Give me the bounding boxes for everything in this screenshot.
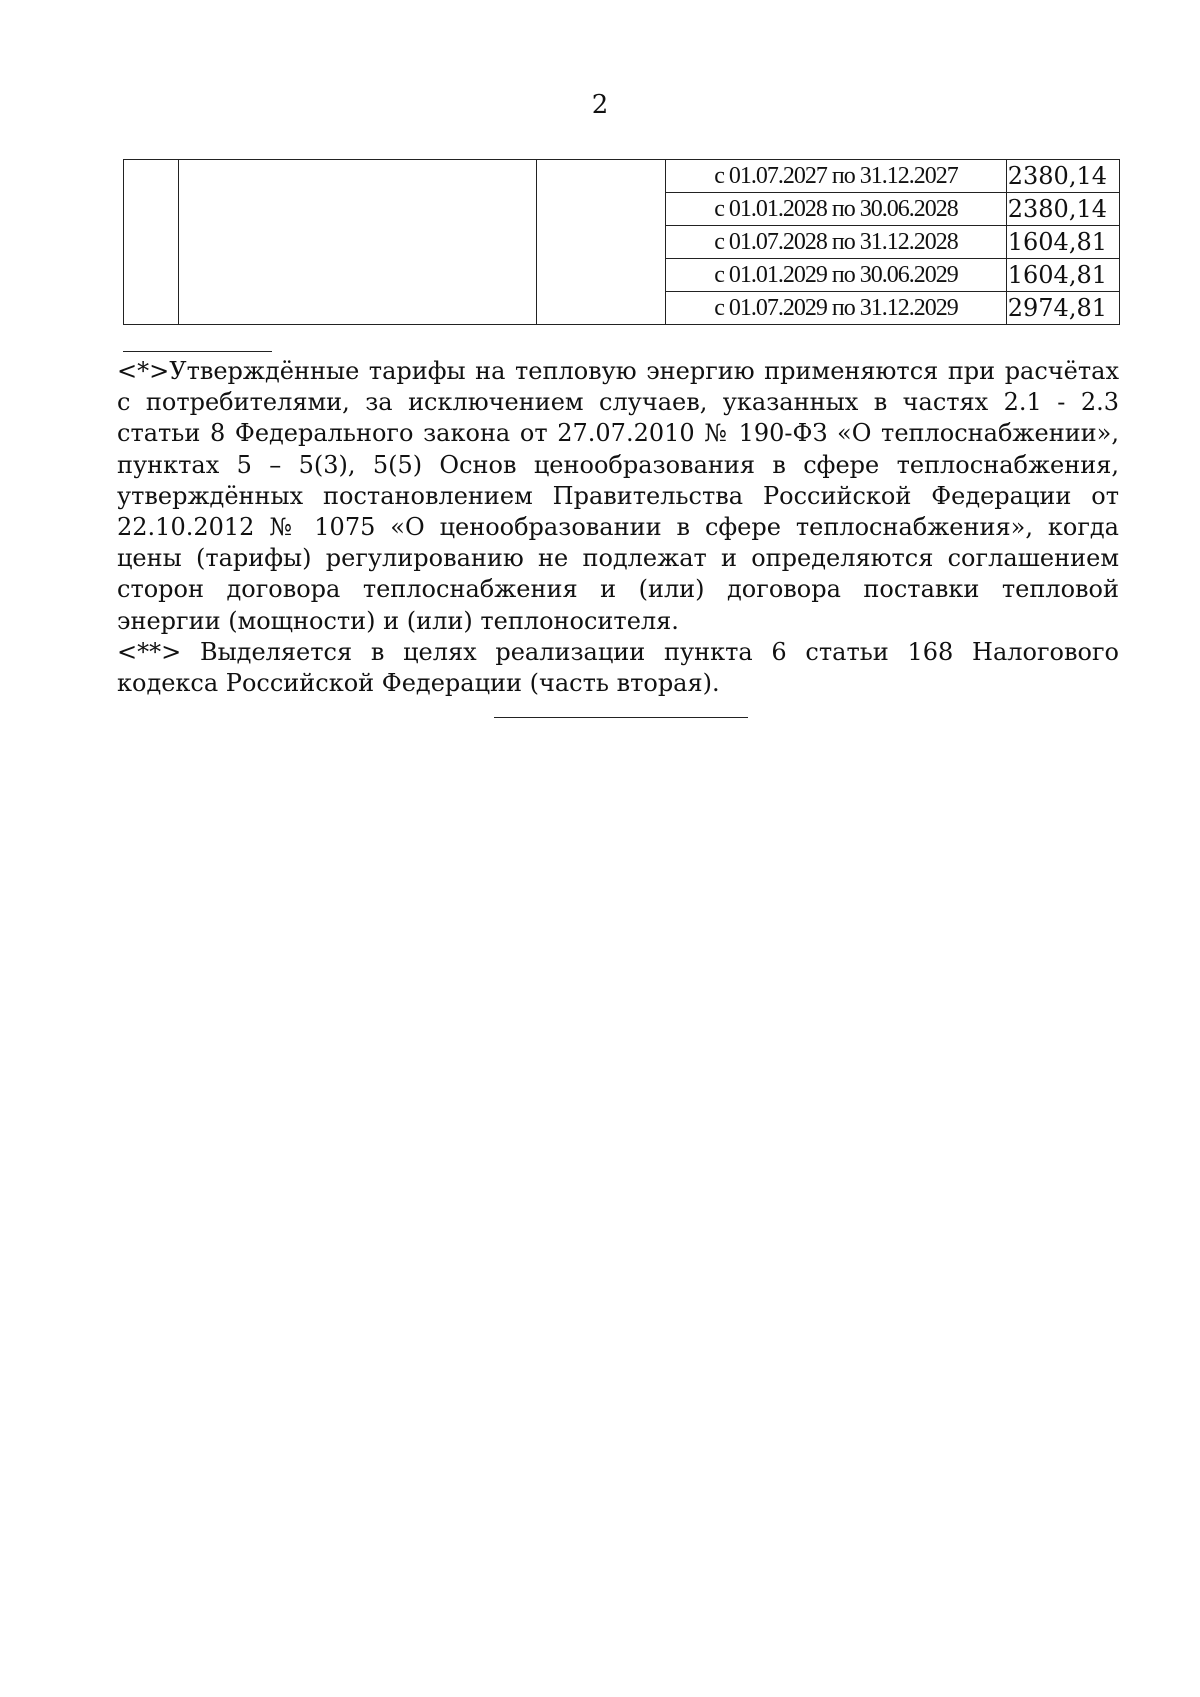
tariff-table (123, 159, 1120, 325)
end-of-document-line (494, 717, 748, 718)
table-cell-period: с 01.07.2029 по 31.12.2029 (666, 292, 1007, 325)
table-cell-value: 1604,81 (1007, 226, 1120, 259)
table-cell-tariff-type (537, 160, 666, 325)
footnote-tariff-application: <*>Утверждённые тарифы на тепловую энергию применяются при расчётах с потребителями, за исключением случаев, указанных в частях 2.1 - 2.3 статьи 8 Федерального закона от 27.07.2010 № 190-ФЗ «О теплоснабжении», пунктах 5 – 5(3), 5(5) Основ ценообразования в сфере теплоснабжения, утверждённых постановлением Правительства Российской Федерации от 22.10.2012 № 1075 «О ценообразовании в сфере теплоснабжения», когда цены (тарифы) регулированию не подлежат и определяются соглашением сторон договора теплоснабжения и (или) договора поставки тепловой энергии (мощности) и (или) теплоносителя. (117, 357, 1119, 635)
page-number: 2 (591, 90, 609, 120)
table-cell-period: с 01.07.2028 по 31.12.2028 (666, 226, 1007, 259)
table-row (124, 160, 1120, 193)
table-cell-period: с 01.07.2027 по 31.12.2027 (666, 160, 1007, 193)
table-cell-value: 2380,14 (1007, 193, 1120, 226)
footnote-vat: <**> Выделяется в целях реализации пункта 6 статьи 168 Налогового кодекса Российской Федерации (часть вторая). (117, 637, 1119, 698)
footnotes (117, 356, 1119, 699)
footnote-separator (123, 351, 272, 352)
table-cell-organization (179, 160, 537, 325)
table-cell-value: 2974,81 (1007, 292, 1120, 325)
table-cell-value: 1604,81 (1007, 259, 1120, 292)
table-cell-value: 2380,14 (1007, 160, 1120, 193)
table-cell-number (124, 160, 179, 325)
table-cell-period: с 01.01.2028 по 30.06.2028 (666, 193, 1007, 226)
table-cell-period: с 01.01.2029 по 30.06.2029 (666, 259, 1007, 292)
